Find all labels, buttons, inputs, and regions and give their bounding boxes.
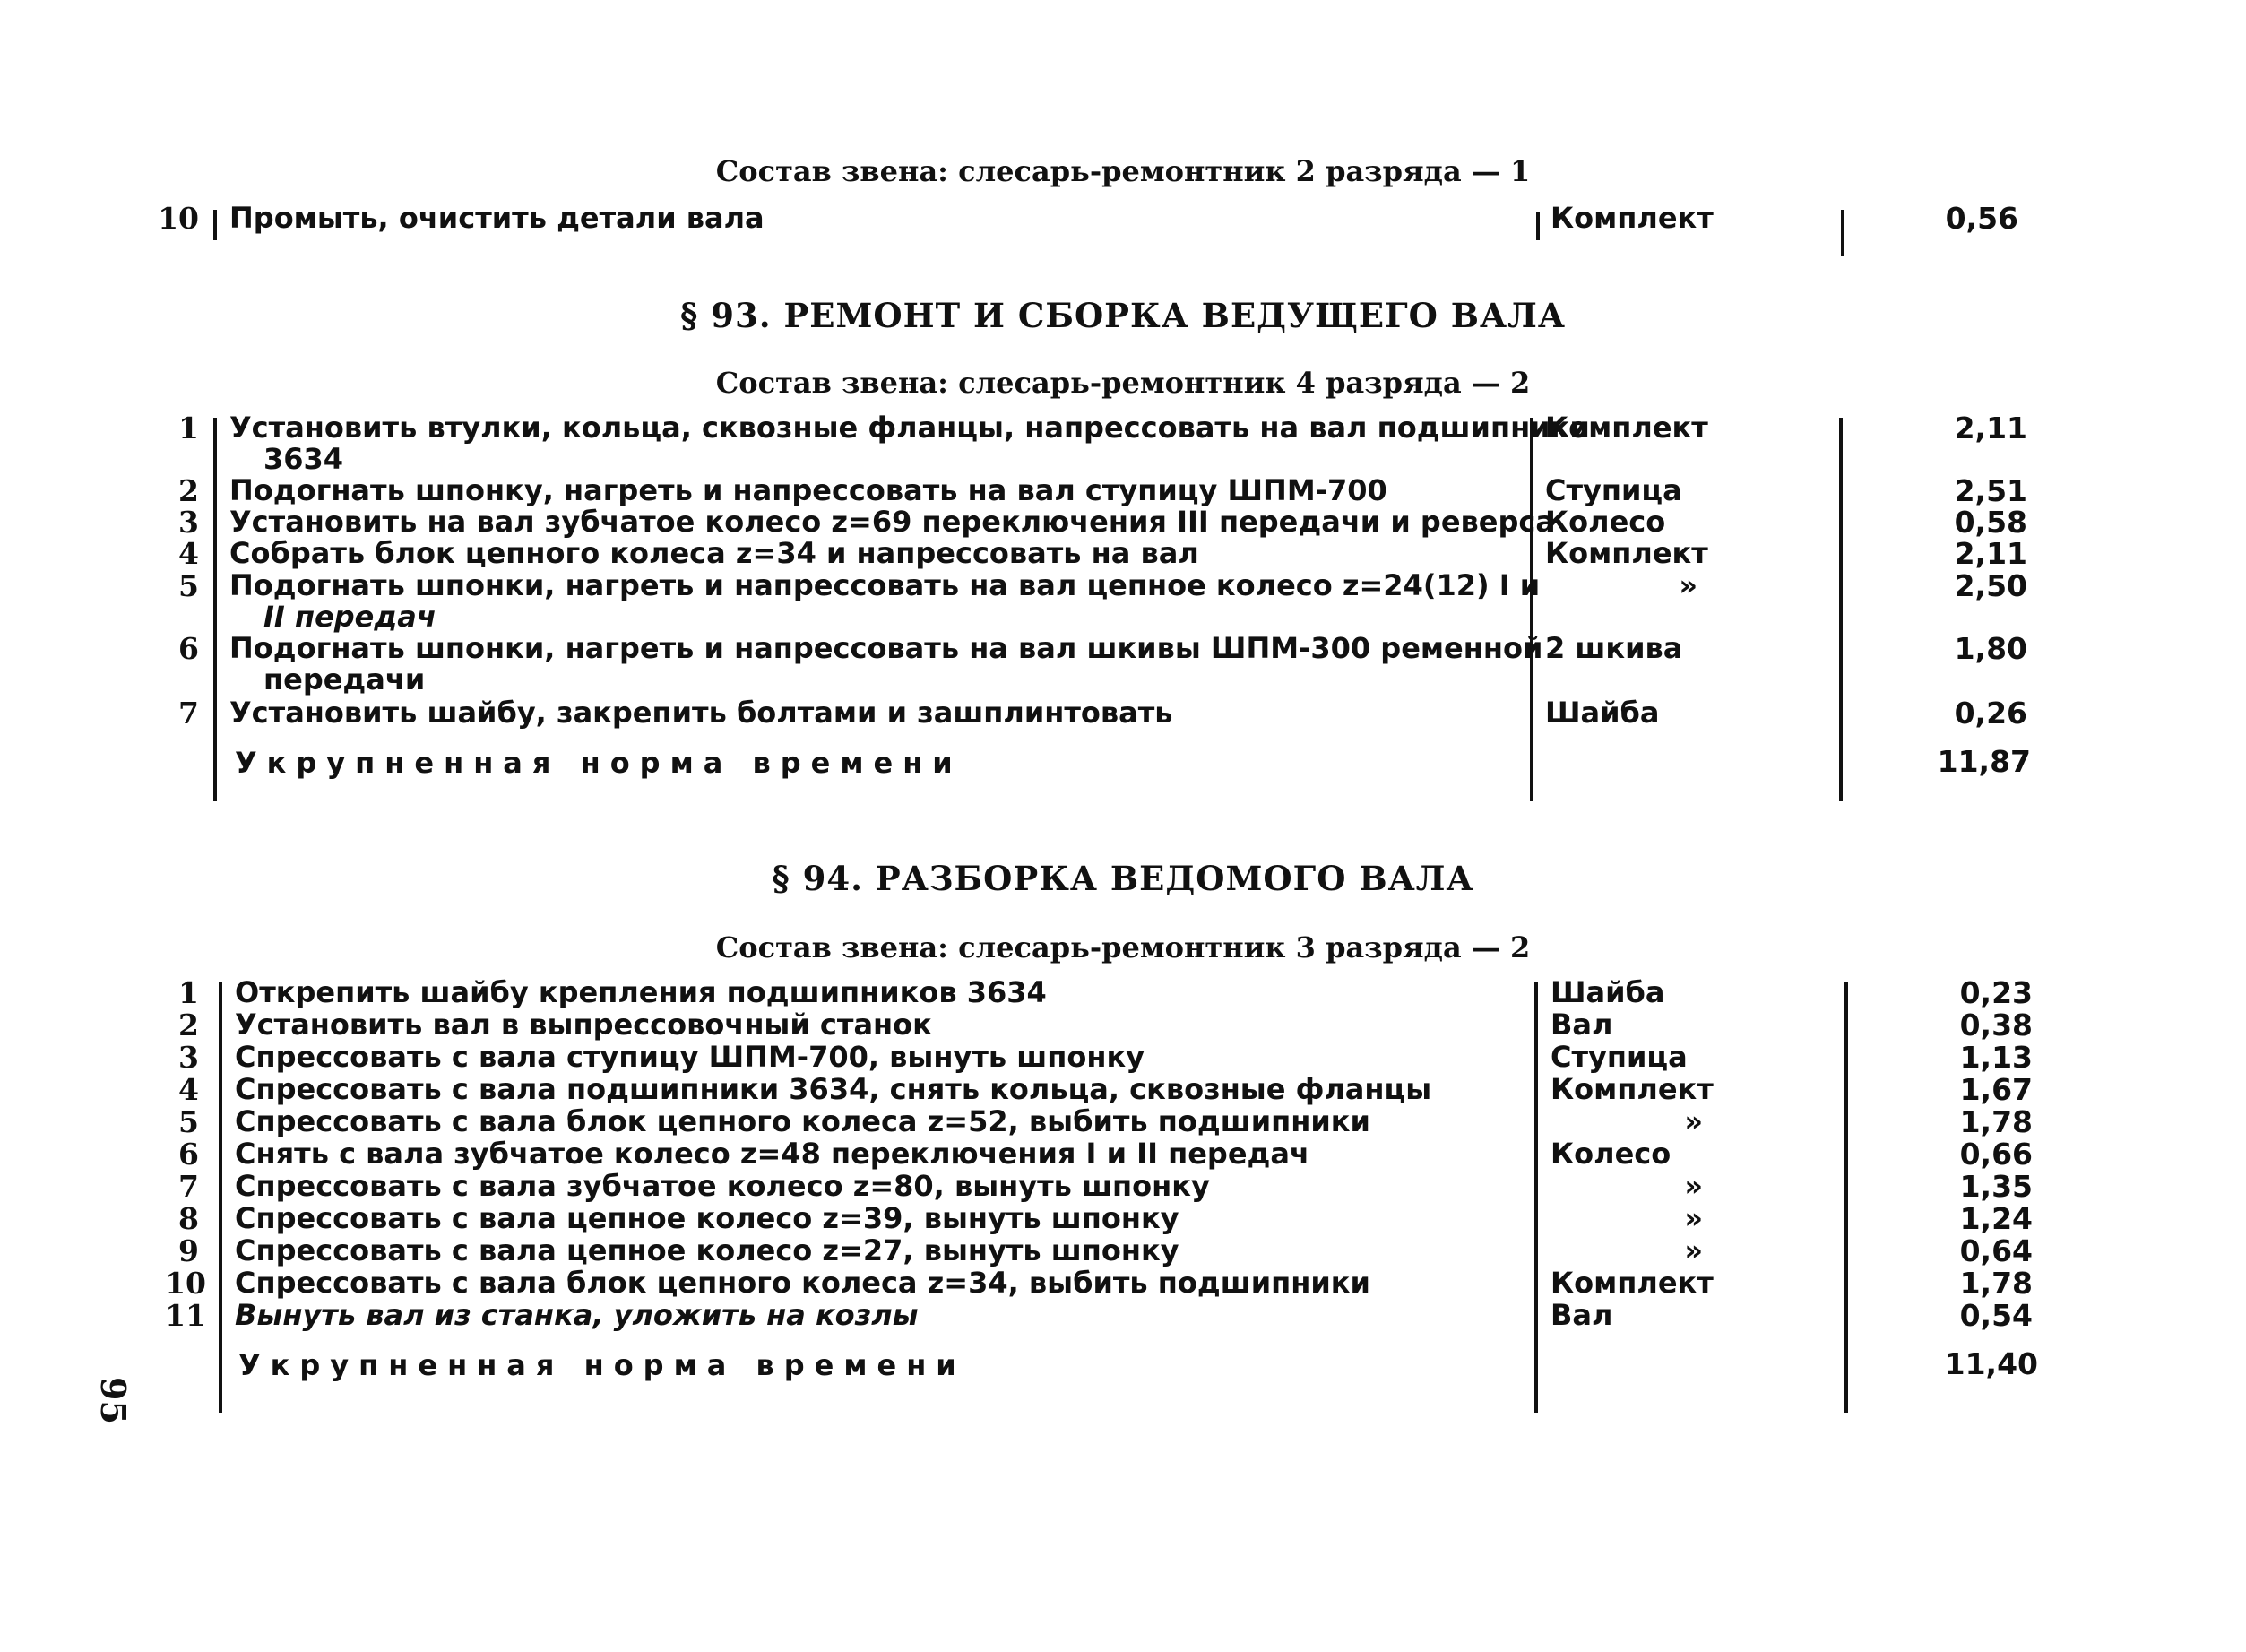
ditto-mark: » [1684,1104,1703,1138]
operation-description: Спрессовать с вала блок цепного колеса z=52, выбить подшипники [235,1104,1370,1138]
unit-of-measure: Ступица [1545,473,1682,507]
row-number: 3 [178,1040,199,1075]
column-divider [213,210,217,240]
time-norm-value: 1,13 [1959,1040,2033,1075]
ditto-mark: » [1684,1169,1703,1203]
row-number: 7 [178,1169,199,1204]
time-norm-value: 2,11 [1954,536,2027,571]
ditto-mark: » [1684,1201,1703,1235]
unit-of-measure: Комплект [1551,1072,1714,1106]
crew-composition-prev [0,154,2246,188]
operation-description: Спрессовать с вала блок цепного колеса z=34, выбить подшипники [235,1266,1370,1300]
time-norm-value: 1,78 [1959,1104,2033,1139]
unit-of-measure: Комплект [1545,411,1708,445]
row-number: 7 [178,696,199,731]
unit-of-measure: 2 шкива [1545,631,1683,665]
time-norm-value: 1,35 [1959,1169,2033,1204]
column-divider [1536,212,1540,240]
time-norm-value: 2,50 [1954,568,2027,603]
unit-of-measure: Комплект [1545,536,1708,570]
row-number: 6 [178,1137,199,1172]
time-norm-value: 2,11 [1954,411,2027,445]
time-norm-value: 1,78 [1959,1266,2033,1301]
row-number: 1 [178,411,199,445]
operation-description-continued: передачи [263,662,426,696]
unit-of-measure: Колесо [1551,1137,1672,1171]
operation-description: Спрессовать с вала цепное колесо z=27, вынуть шпонку [235,1233,1179,1267]
crew-composition-text: Состав звена: слесарь-ремонтник 4 разряда — 2 [715,366,1531,400]
operation-description: Спрессовать с вала подшипники 3634, снять кольца, сквозные фланцы [235,1072,1432,1106]
operation-description: Спрессовать с вала ступицу ШПМ-700, вынуть шпонку [235,1040,1145,1074]
operation-description: Спрессовать с вала зубчатое колесо z=80, вынуть шпонку [235,1169,1210,1203]
row-number: 10 [165,1266,206,1301]
time-norm-value: 0,38 [1959,1008,2033,1042]
operation-description: Установить на вал зубчатое колесо z=69 переключения III передачи и реверса [229,505,1555,539]
unit-of-measure: Ступица [1551,1040,1688,1074]
crew-composition-text: Состав звена: слесарь-ремонтник 3 разряда — 2 [715,930,1531,964]
section-title-94: § 94. РАЗБОРКА ВЕДОМОГО ВАЛА [772,859,1474,898]
unit-of-measure: Комплект [1551,201,1714,235]
column-divider [213,418,217,801]
crew-composition-94 [0,930,2246,964]
time-norm-value: 0,54 [1959,1298,2033,1333]
row-number: 2 [178,473,199,508]
column-divider [1844,982,1848,1413]
column-divider [1839,418,1843,801]
column-divider [219,982,222,1413]
page-number: 95 [92,1377,134,1424]
operation-description: Подогнать шпонки, нагреть и напрессовать на вал цепное колесо z=24(12) I и [229,568,1541,602]
time-norm-value: 0,23 [1959,975,2033,1010]
row-number: 4 [178,536,199,571]
time-norm-value: 0,64 [1959,1233,2033,1268]
time-norm-value: 0,56 [1945,201,2018,236]
time-norm-value: 0,26 [1954,696,2027,731]
ditto-mark: » [1679,568,1697,602]
column-divider [1841,210,1844,256]
operation-description: Открепить шайбу крепления подшипников 3634 [235,975,1047,1009]
ditto-mark: » [1684,1233,1703,1267]
unit-of-measure: Колесо [1545,505,1666,539]
total-label: Укрупненная норма времени [238,1348,966,1382]
operation-description: Собрать блок цепного колеса z=34 и напрессовать на вал [229,536,1199,570]
time-norm-value: 2,51 [1954,473,2027,508]
operation-description-continued: 3634 [263,442,344,476]
row-number: 11 [165,1298,206,1333]
row-number: 2 [178,1008,199,1042]
unit-of-measure: Шайба [1545,696,1660,730]
section-title-93: § 93. РЕМОНТ И СБОРКА ВЕДУЩЕГО ВАЛА [679,296,1567,335]
unit-of-measure: Шайба [1551,975,1665,1009]
row-number: 4 [178,1072,199,1107]
operation-description-continued: II передач [263,600,436,634]
row-number: 10 [158,201,199,236]
unit-of-measure: Вал [1551,1008,1613,1042]
row-number: 5 [178,568,199,603]
total-label: Укрупненная норма времени [235,746,963,780]
operation-description: Установить втулки, кольца, сквозные фланцы, напрессовать на вал подшипники [229,411,1590,445]
time-norm-value: 1,67 [1959,1072,2033,1107]
column-divider [1534,982,1538,1413]
time-norm-value: 1,24 [1959,1201,2033,1236]
row-number: 9 [178,1233,199,1268]
row-number: 3 [178,505,199,540]
operation-description: Снять с вала зубчатое колесо z=48 переключения I и II передач [235,1137,1309,1171]
crew-composition-93 [0,366,2246,400]
row-number: 5 [178,1104,199,1139]
row-number: 1 [178,975,199,1010]
operation-description: Установить шайбу, закрепить болтами и зашплинтовать [229,696,1173,730]
operation-description: Установить вал в выпрессовочный станок [235,1008,932,1042]
crew-composition-text: Состав звена: слесарь-ремонтник 2 разряда — 1 [715,154,1531,188]
operation-description: Вынуть вал из станка, уложить на козлы [235,1298,919,1332]
time-norm-value: 1,80 [1954,631,2027,666]
total-value: 11,87 [1937,744,2031,779]
column-divider [1530,418,1533,801]
total-value: 11,40 [1944,1346,2038,1381]
time-norm-value: 0,66 [1959,1137,2033,1172]
operation-description: Подогнать шпонки, нагреть и напрессовать на вал шкивы ШПМ-300 ременной [229,631,1543,665]
row-number: 8 [178,1201,199,1236]
time-norm-value: 0,58 [1954,505,2027,540]
row-number: 6 [178,631,199,666]
unit-of-measure: Вал [1551,1298,1613,1332]
operation-description: Подогнать шпонку, нагреть и напрессовать на вал ступицу ШПМ-700 [229,473,1387,507]
operation-description: Спрессовать с вала цепное колесо z=39, вынуть шпонку [235,1201,1179,1235]
unit-of-measure: Комплект [1551,1266,1714,1300]
operation-description: Промыть, очистить детали вала [229,201,765,235]
